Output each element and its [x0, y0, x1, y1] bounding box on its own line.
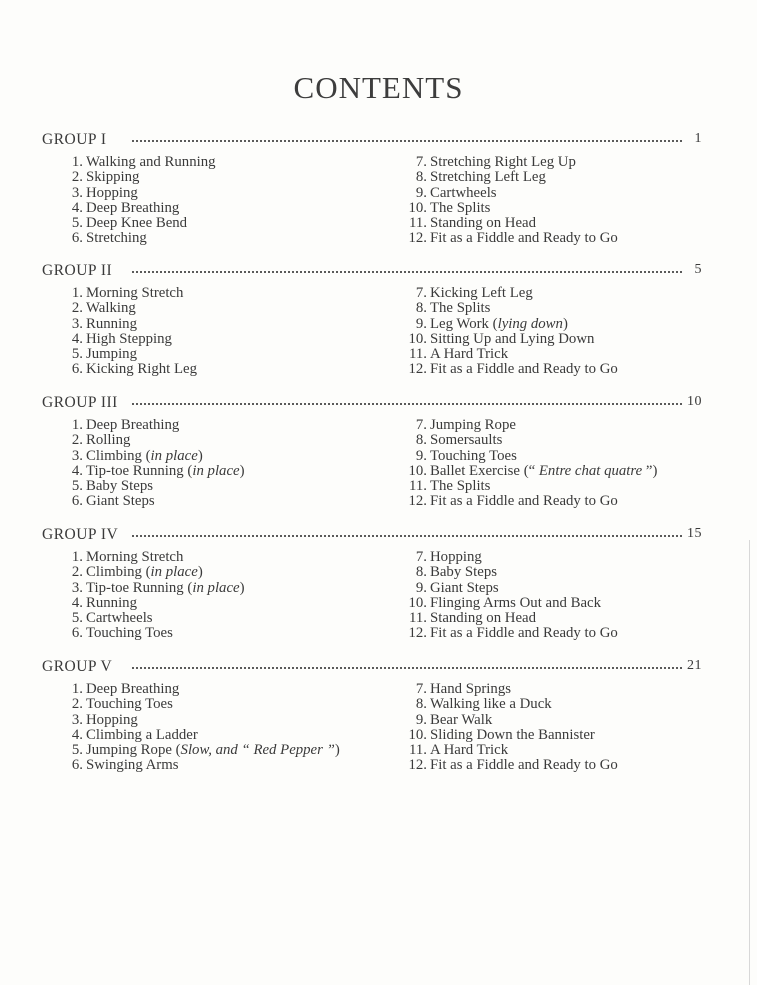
item-title: Tip-toe Running [86, 579, 188, 596]
contents-item [386, 743, 618, 758]
contents-item [386, 494, 657, 509]
item-note-close: ) [239, 462, 245, 479]
item-title: Standing on Head [430, 610, 537, 627]
item-note: in place [150, 447, 198, 464]
group-heading [42, 394, 702, 414]
item-title: Touching Toes [86, 696, 173, 713]
item-number: 3. [71, 184, 83, 201]
item-number: 11. [409, 215, 427, 232]
group-page-number: 21 [687, 658, 702, 673]
item-number: 11. [409, 610, 427, 627]
contents-item [42, 186, 216, 201]
item-number: 10. [408, 462, 427, 479]
leader-dots [132, 403, 682, 405]
item-number: 1. [71, 549, 83, 565]
group-heading [42, 131, 702, 151]
item-number: 5. [71, 610, 83, 627]
group-heading [42, 262, 702, 282]
item-number: 11. [409, 346, 427, 363]
item-title: Cartwheels [430, 184, 497, 201]
item-note: Slow, and “ Red Pepper ” [180, 742, 335, 759]
group-3 [42, 394, 702, 510]
item-title: Sitting Up and Lying Down [430, 330, 595, 347]
item-title: Flinging Arms Out and Back [430, 594, 601, 611]
group-name: GROUP III [42, 394, 124, 412]
item-note-close: ) [197, 447, 203, 464]
contents-item [386, 201, 618, 216]
item-title: Deep Breathing [86, 681, 180, 697]
item-number: 9. [415, 711, 427, 728]
item-number: 12. [408, 757, 427, 774]
item-title: Walking like a Duck [430, 696, 552, 713]
right-column [386, 155, 618, 247]
group-page-number: 5 [694, 262, 702, 277]
item-title: Walking and Running [86, 154, 216, 170]
item-note-close: ) [562, 315, 568, 332]
item-title: Deep Breathing [86, 417, 180, 433]
item-title: Fit as a Fiddle and Ready to Go [430, 493, 618, 510]
item-number: 12. [408, 361, 427, 378]
contents-item [42, 479, 245, 494]
item-note-close: ) [197, 564, 203, 581]
leader-dots [132, 271, 682, 273]
contents-item [42, 155, 216, 170]
contents-item [386, 170, 618, 185]
item-title: The Splits [430, 199, 491, 216]
item-note-close: ) [239, 579, 245, 596]
item-title: The Splits [430, 300, 491, 317]
contents-item [386, 347, 618, 362]
group-page-number: 15 [687, 526, 702, 541]
item-number: 12. [408, 625, 427, 642]
group-1 [42, 131, 702, 247]
item-number: 7. [415, 549, 427, 565]
item-number: 4. [71, 594, 83, 611]
item-number: 4. [71, 726, 83, 743]
contents-item [386, 464, 657, 479]
item-number: 7. [415, 417, 427, 433]
group-page-number: 10 [687, 394, 702, 409]
item-title: Walking [86, 300, 136, 317]
item-number: 8. [415, 432, 427, 449]
item-note-open: (“ [523, 462, 539, 479]
item-number: 12. [408, 493, 427, 510]
item-number: 5. [71, 478, 83, 495]
group-4 [42, 526, 702, 642]
item-title: Climbing [86, 564, 146, 581]
item-number: 4. [71, 330, 83, 347]
contents-item [386, 301, 618, 316]
contents-item [386, 626, 618, 641]
contents-item [42, 728, 340, 743]
contents-item [42, 362, 197, 377]
item-title: Skipping [86, 169, 140, 186]
contents-item [386, 418, 657, 433]
item-number: 8. [415, 300, 427, 317]
item-title: Stretching Right Leg Up [430, 154, 576, 170]
item-number: 1. [71, 417, 83, 433]
item-number: 4. [71, 462, 83, 479]
item-number: 6. [71, 361, 83, 378]
contents-item [42, 301, 197, 316]
contents-item [386, 682, 618, 697]
group-name: GROUP IV [42, 526, 124, 544]
group-heading [42, 658, 702, 678]
item-title: Fit as a Fiddle and Ready to Go [430, 757, 618, 774]
contents-item [386, 611, 618, 626]
item-title: Kicking Right Leg [86, 361, 197, 378]
item-number: 9. [415, 447, 427, 464]
contents-item [386, 433, 657, 448]
item-title: Deep Breathing [86, 199, 180, 216]
item-number: 5. [71, 742, 83, 759]
contents-item [42, 418, 245, 433]
item-number: 10. [408, 199, 427, 216]
item-number: 9. [415, 315, 427, 332]
item-number: 4. [71, 199, 83, 216]
contents-item [42, 231, 216, 246]
item-number: 1. [71, 154, 83, 170]
item-note: in place [192, 579, 240, 596]
item-number: 7. [415, 285, 427, 301]
contents-item [42, 682, 340, 697]
item-title: Hopping [430, 549, 482, 565]
item-number: 2. [71, 696, 83, 713]
item-note-close: ) [334, 742, 340, 759]
item-title: Running [86, 594, 137, 611]
item-number: 8. [415, 564, 427, 581]
contents-item [42, 626, 245, 641]
item-note-open: ( [187, 462, 193, 479]
contents-item [386, 565, 618, 580]
contents-item [42, 170, 216, 185]
item-note-close: ”) [642, 462, 658, 479]
contents-item [42, 449, 245, 464]
left-column [42, 550, 245, 642]
item-title: Leg Work [430, 315, 493, 332]
contents-item [42, 758, 340, 773]
contents-item [386, 362, 618, 377]
item-number: 8. [415, 696, 427, 713]
item-number: 10. [408, 330, 427, 347]
left-column [42, 286, 197, 378]
item-title: Touching Toes [430, 447, 517, 464]
contents-item [42, 565, 245, 580]
item-number: 1. [71, 681, 83, 697]
item-title: Deep Knee Bend [86, 215, 188, 232]
group-name: GROUP II [42, 262, 118, 280]
item-number: 3. [71, 447, 83, 464]
item-note: Entre chat quatre [538, 462, 643, 479]
contents-item [386, 758, 618, 773]
item-number: 12. [408, 230, 427, 247]
item-number: 7. [415, 154, 427, 170]
item-title: Morning Stretch [86, 549, 184, 565]
item-title: Climbing a Ladder [86, 726, 198, 743]
contents-item [386, 550, 618, 565]
item-number: 5. [71, 346, 83, 363]
contents-item [42, 347, 197, 362]
item-title: Jumping Rope [86, 742, 176, 759]
item-note-open: ( [145, 447, 151, 464]
item-number: 11. [409, 478, 427, 495]
item-number: 6. [71, 757, 83, 774]
item-note-open: ( [492, 315, 498, 332]
item-number: 9. [415, 184, 427, 201]
contents-item [386, 581, 618, 596]
left-column [42, 418, 245, 510]
item-number: 2. [71, 300, 83, 317]
contents-item [386, 449, 657, 464]
contents-item [42, 201, 216, 216]
group-page-number: 1 [694, 131, 702, 146]
group-5 [42, 658, 702, 774]
item-title: Climbing [86, 447, 146, 464]
item-note-open: ( [145, 564, 151, 581]
item-title: Kicking Left Leg [430, 285, 533, 301]
left-column [42, 155, 216, 247]
contents-item [386, 697, 618, 712]
item-title: Touching Toes [86, 625, 173, 642]
item-title: Swinging Arms [86, 757, 179, 774]
contents-item [42, 494, 245, 509]
contents-item [42, 581, 245, 596]
group-heading [42, 526, 702, 546]
contents-item [42, 464, 245, 479]
item-title: Sliding Down the Bannister [430, 726, 595, 743]
item-number: 5. [71, 215, 83, 232]
contents-item [42, 596, 245, 611]
contents-item [386, 231, 618, 246]
page-title: CONTENTS [293, 70, 464, 105]
contents-item [386, 332, 618, 347]
item-title: Cartwheels [86, 610, 153, 627]
contents-item [386, 216, 618, 231]
item-number: 11. [409, 742, 427, 759]
item-title: Somersaults [430, 432, 503, 449]
item-title: Stretching [86, 230, 147, 247]
item-number: 9. [415, 579, 427, 596]
contents-item [386, 713, 618, 728]
group-name: GROUP I [42, 131, 113, 149]
item-title: Stretching Left Leg [430, 169, 546, 186]
item-title: Morning Stretch [86, 285, 184, 301]
item-number: 10. [408, 594, 427, 611]
item-title: Fit as a Fiddle and Ready to Go [430, 361, 618, 378]
item-title: Ballet Exercise [430, 462, 524, 479]
item-number: 8. [415, 169, 427, 186]
leader-dots [132, 140, 682, 142]
item-number: 2. [71, 432, 83, 449]
right-column [386, 682, 618, 774]
item-number: 6. [71, 230, 83, 247]
contents-item [42, 550, 245, 565]
item-note-open: ( [175, 742, 181, 759]
item-note: in place [150, 564, 198, 581]
contents-item [386, 596, 618, 611]
item-title: High Stepping [86, 330, 172, 347]
item-title: A Hard Trick [430, 742, 509, 759]
contents-item [386, 317, 618, 332]
item-number: 3. [71, 711, 83, 728]
item-title: Fit as a Fiddle and Ready to Go [430, 625, 618, 642]
item-title: Tip-toe Running [86, 462, 188, 479]
item-number: 3. [71, 315, 83, 332]
contents-item [42, 611, 245, 626]
item-title: Hand Springs [430, 681, 511, 697]
left-column [42, 682, 340, 774]
item-title: A Hard Trick [430, 346, 509, 363]
item-number: 6. [71, 493, 83, 510]
item-number: 1. [71, 285, 83, 301]
item-title: Rolling [86, 432, 131, 449]
item-title: Hopping [86, 711, 138, 728]
leader-dots [132, 535, 682, 537]
contents-item [42, 286, 197, 301]
item-note-open: ( [187, 579, 193, 596]
contents-item [42, 332, 197, 347]
item-title: The Splits [430, 478, 491, 495]
item-number: 6. [71, 625, 83, 642]
item-title: Giant Steps [86, 493, 155, 510]
item-title: Hopping [86, 184, 138, 201]
item-number: 2. [71, 564, 83, 581]
contents-item [42, 433, 245, 448]
item-number: 10. [408, 726, 427, 743]
page-edge-line [749, 540, 750, 985]
contents-item [386, 286, 618, 301]
item-title: Jumping [86, 346, 137, 363]
contents-item [42, 713, 340, 728]
contents-item [386, 186, 618, 201]
right-column [386, 418, 657, 510]
right-column [386, 550, 618, 642]
group-name: GROUP V [42, 658, 118, 676]
item-title: Running [86, 315, 137, 332]
contents-item [386, 728, 618, 743]
item-title: Baby Steps [86, 478, 153, 495]
leader-dots [132, 667, 682, 669]
item-title: Giant Steps [430, 579, 499, 596]
item-note: lying down [497, 315, 563, 332]
group-2 [42, 262, 702, 378]
contents-item [42, 317, 197, 332]
item-title: Standing on Head [430, 215, 537, 232]
contents-item [42, 697, 340, 712]
item-number: 7. [415, 681, 427, 697]
item-title: Fit as a Fiddle and Ready to Go [430, 230, 618, 247]
contents-item [42, 743, 340, 758]
item-title: Jumping Rope [430, 417, 516, 433]
right-column [386, 286, 618, 378]
contents-item [386, 479, 657, 494]
item-number: 2. [71, 169, 83, 186]
item-note: in place [192, 462, 240, 479]
contents-item [42, 216, 216, 231]
item-title: Bear Walk [430, 711, 493, 728]
item-title: Baby Steps [430, 564, 497, 581]
item-number: 3. [71, 579, 83, 596]
contents-item [386, 155, 618, 170]
